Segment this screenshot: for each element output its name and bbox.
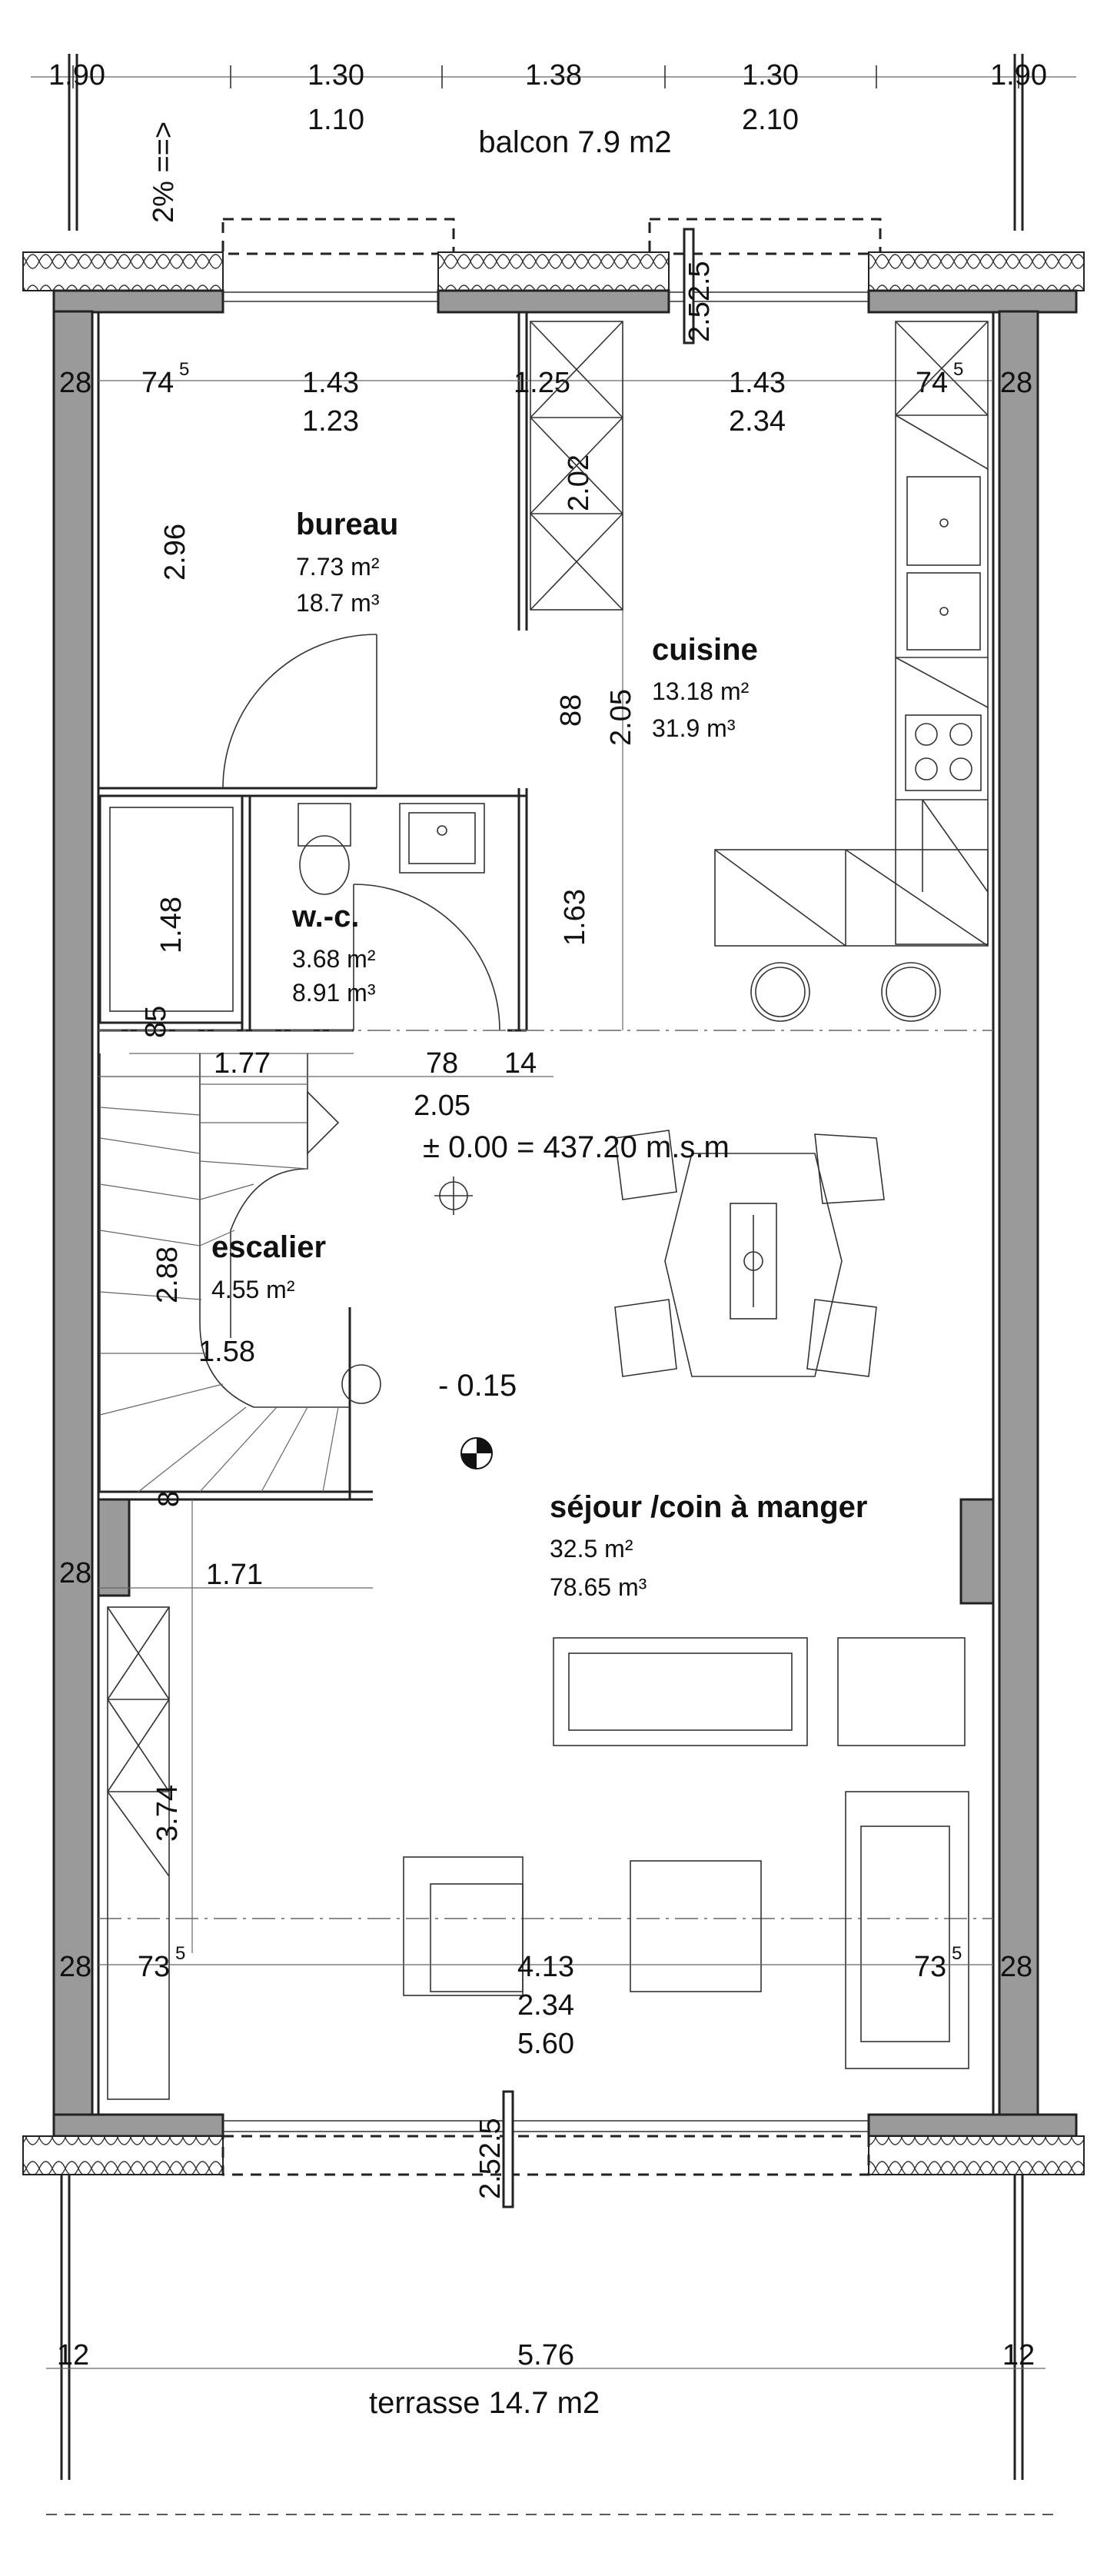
dim-terrace-width: 5.76: [517, 2339, 574, 2371]
dim-v-374: 3.74: [151, 1785, 184, 1842]
window-recess-bottom: [223, 2136, 869, 2175]
room-area-bureau: 7.73 m²: [296, 553, 380, 581]
dim-top-2: 1.30: [308, 59, 364, 92]
room-escalier: [211, 1230, 326, 1303]
dim-lower-234: 2.34: [517, 1989, 574, 2022]
slope-label: 2% ==>: [148, 121, 180, 223]
dim-lower-right-73-sup: 5: [952, 1943, 962, 1964]
dim-v-296: 2.96: [159, 524, 191, 581]
dim-kitchen-1: 1.43: [729, 367, 786, 399]
dim-v-88: 88: [555, 694, 587, 727]
room-volume-wc: 8.91 m³: [292, 979, 376, 1007]
level-marker-reference: [434, 1177, 473, 1215]
dim-lower-right-28: 28: [999, 1951, 1033, 1983]
dim-78: 78: [425, 1047, 459, 1080]
dim-v-8: 8: [153, 1490, 185, 1507]
dim-terrace-right-12: 12: [1002, 2339, 1036, 2371]
dim-v-148: 1.48: [155, 897, 188, 954]
dim-top-5: 1.90: [990, 59, 1047, 92]
dim-lower-413: 4.13: [517, 1951, 574, 1983]
dim-lower-left-73-sup: 5: [175, 1943, 186, 1964]
room-wc: [291, 900, 376, 1007]
dim-left-74-sup: 5: [179, 359, 190, 380]
level-marker-sejour: [461, 1438, 492, 1469]
middle-dimension-chain: [59, 1047, 730, 1842]
level-sejour: - 0.15: [438, 1369, 517, 1403]
wc-fixtures: [298, 804, 484, 894]
interior-walls: [98, 311, 993, 1603]
dim-158: 1.58: [198, 1336, 255, 1368]
upper-dimension-chain: [59, 359, 1032, 1038]
dim-v-202: 2.02: [563, 454, 595, 511]
dim-kitchen-2: 2.34: [729, 405, 786, 438]
dim-left-74: 74: [141, 367, 175, 399]
room-name-bureau: bureau: [296, 508, 399, 541]
dim-v-85: 85: [140, 1005, 172, 1038]
top-facade-wall: [23, 229, 1084, 343]
living-room-furniture: [108, 1607, 969, 2099]
lower-dimension-chain: [59, 1943, 1032, 2060]
room-area-cuisine: 13.18 m²: [652, 677, 750, 705]
dim-mid: 1.25: [514, 367, 570, 399]
room-cuisine: [652, 633, 758, 742]
room-volume-sejour: 78.65 m³: [550, 1573, 647, 1601]
dim-top-1: 1.90: [48, 59, 105, 92]
elevation-reference: ± 0.00 = 437.20 m.s.m: [423, 1130, 730, 1164]
dim-right-74: 74: [915, 367, 949, 399]
bottom-facade-wall: [23, 2092, 1084, 2207]
room-name-sejour: séjour /coin à manger: [550, 1490, 868, 1524]
room-name-cuisine: cuisine: [652, 633, 758, 667]
staircase: [100, 1053, 381, 1492]
dim-top-4: 1.30: [742, 59, 799, 92]
dim-177: 1.77: [214, 1047, 271, 1080]
balcony-label: balcon 7.9 m2: [478, 125, 672, 159]
dim-v-288: 2.88: [151, 1246, 184, 1303]
dim-14: 14: [504, 1047, 537, 1080]
dim-window-bottom: 2.52.5: [474, 2118, 507, 2199]
room-volume-cuisine: 31.9 m³: [652, 714, 736, 742]
dim-bureau-1: 1.43: [302, 367, 359, 399]
dim-205: 2.05: [414, 1090, 470, 1122]
room-area-sejour: 32.5 m²: [550, 1535, 633, 1563]
dim-right-wall: 28: [999, 367, 1033, 399]
dim-lower-left-73: 73: [137, 1951, 171, 1983]
dim-top-window-2: 2.10: [742, 104, 799, 136]
dim-terrace-left-12: 12: [56, 2339, 90, 2371]
dim-lower-560: 5.60: [517, 2028, 574, 2060]
room-area-wc: 3.68 m²: [292, 945, 376, 973]
room-area-escalier: 4.55 m²: [211, 1276, 295, 1303]
terrace: [46, 2175, 1061, 2514]
dining-table-set: [615, 1130, 884, 1376]
dim-lower-right-73: 73: [913, 1951, 947, 1983]
room-name-wc: w.-c.: [292, 900, 360, 934]
window-recess-top-left: [223, 219, 454, 254]
top-dimension-chain: [31, 54, 1076, 231]
room-volume-bureau: 18.7 m³: [296, 589, 380, 617]
dim-lower-left-28: 28: [58, 1951, 92, 1983]
right-party-wall: [999, 311, 1038, 2115]
dim-left-wall: 28: [58, 367, 92, 399]
dim-window-top: 2.52.5: [683, 261, 716, 342]
room-bureau: [296, 508, 398, 617]
room-name-escalier: escalier: [211, 1230, 327, 1264]
room-sejour: [550, 1490, 867, 1601]
dim-top-window-1: 1.10: [308, 104, 364, 136]
left-party-wall: [54, 311, 92, 2115]
dim-171: 1.71: [206, 1559, 263, 1591]
dim-right-74-sup: 5: [953, 359, 964, 380]
dim-top-3: 1.38: [525, 59, 582, 92]
dim-v-205: 2.05: [605, 689, 637, 746]
dim-v-163: 1.63: [559, 889, 591, 946]
dim-bureau-2: 1.23: [302, 405, 359, 438]
dim-left-28-mid: 28: [58, 1557, 92, 1589]
terrace-label: terrasse 14.7 m2: [369, 2386, 600, 2420]
